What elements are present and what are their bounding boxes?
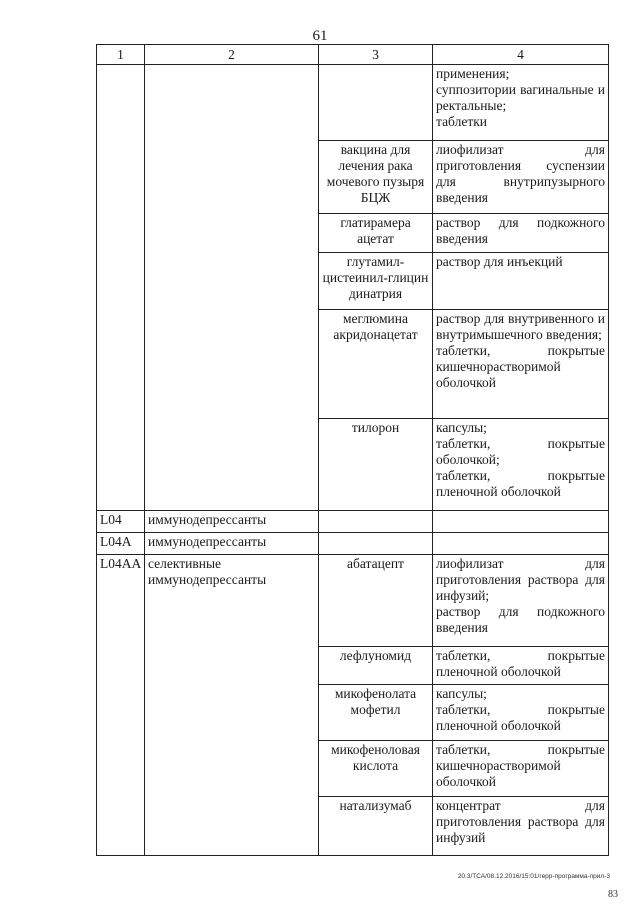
drug-name-cell: вакцина для лечения рака мочевого пузыря БЦЖ xyxy=(319,141,433,214)
dosage-form: таблетки, покрытые пленочной оболочкой xyxy=(436,702,605,733)
dosage-form-cell xyxy=(433,741,609,797)
dosage-form: раствор для подкожного введения xyxy=(436,604,605,635)
dosage-form: лиофилизат для приготовления раствора для инфузий; xyxy=(436,556,605,603)
drug-name-cell: абатацепт xyxy=(319,555,433,647)
dosage-form-cell xyxy=(433,685,609,741)
dosage-form-cell xyxy=(433,647,609,685)
drug-name-cell xyxy=(319,65,433,141)
drug-name-cell: глутамил-цистеинил-глицин динатрия xyxy=(319,253,433,310)
dosage-form-cell xyxy=(433,419,609,511)
dosage-form: таблетки xyxy=(436,114,488,129)
atc-code-cell: L04 xyxy=(97,511,145,533)
dosage-form-cell xyxy=(433,253,609,310)
table-row xyxy=(97,65,609,141)
drug-name-cell xyxy=(319,511,433,533)
page-number: 61 xyxy=(312,28,328,44)
dosage-form-cell xyxy=(433,555,609,647)
table-row xyxy=(97,511,609,533)
column-header-2: 2 xyxy=(145,45,319,65)
atc-code-cell xyxy=(97,65,145,511)
drug-name-cell: тилорон xyxy=(319,419,433,511)
column-header-1: 1 xyxy=(97,45,145,65)
dosage-form-cell xyxy=(433,533,609,555)
dosage-form-cell xyxy=(433,310,609,419)
group-name-cell: иммунодепрессанты xyxy=(145,533,319,555)
dosage-form-cell xyxy=(433,214,609,253)
footer-page-number: 83 xyxy=(608,889,618,900)
atc-code-cell: L04A xyxy=(97,533,145,555)
header-row xyxy=(97,45,609,65)
dosage-form: концентрат для приготовления раствора для инфузий xyxy=(436,798,605,845)
drug-name-cell: лефлуномид xyxy=(319,647,433,685)
dosage-form: лиофилизат для приготовления суспензии для внутрипузырного введения xyxy=(436,142,605,205)
dosage-form: капсулы; xyxy=(436,420,487,435)
dosage-form: раствор для подкожного введения xyxy=(436,215,605,246)
dosage-form: таблетки, покрытые пленочной оболочкой xyxy=(436,468,605,499)
drug-name-cell: глатирамера ацетат xyxy=(319,214,433,253)
drug-name-cell: натализумаб xyxy=(319,797,433,856)
drug-name-cell xyxy=(319,533,433,555)
group-name-cell: иммунодепрессанты xyxy=(145,511,319,533)
document-code: 20.3/ТСА/08.12.2016/15:01/герр-программа-прил-3 xyxy=(457,873,610,880)
dosage-form: суппозитории вагинальные и ректальные; xyxy=(436,82,605,113)
dosage-form: таблетки, покрытые оболочкой; xyxy=(436,436,605,467)
table-row xyxy=(97,533,609,555)
table-row xyxy=(97,555,609,647)
dosage-form: раствор для инъекций xyxy=(436,254,563,269)
dosage-form: таблетки, покрытые кишечнорастворимой оболочкой xyxy=(436,343,605,390)
dosage-form: таблетки, покрытые пленочной оболочкой xyxy=(436,648,605,679)
dosage-form: таблетки, покрытые кишечнорастворимой оболочкой xyxy=(436,742,605,789)
dosage-form-cell xyxy=(433,65,609,141)
dosage-form-cell xyxy=(433,797,609,856)
dosage-form-cell xyxy=(433,141,609,214)
dosage-form: раствор для внутривенного и внутримышечного введения; xyxy=(436,311,605,342)
atc-code-cell: L04AA xyxy=(97,555,145,856)
drug-name-cell: микофенолата мофетил xyxy=(319,685,433,741)
drug-name-cell: меглюмина акридонацетат xyxy=(319,310,433,419)
column-header-4: 4 xyxy=(433,45,609,65)
group-name-cell: селективные иммунодепрессанты xyxy=(145,555,319,856)
drug-list-table xyxy=(96,44,609,856)
dosage-form-cell xyxy=(433,511,609,533)
drug-name-cell: микофеноловая кислота xyxy=(319,741,433,797)
column-header-3: 3 xyxy=(319,45,433,65)
group-name-cell xyxy=(145,65,319,511)
dosage-form: капсулы; xyxy=(436,686,487,701)
dosage-form: применения; xyxy=(436,66,510,81)
